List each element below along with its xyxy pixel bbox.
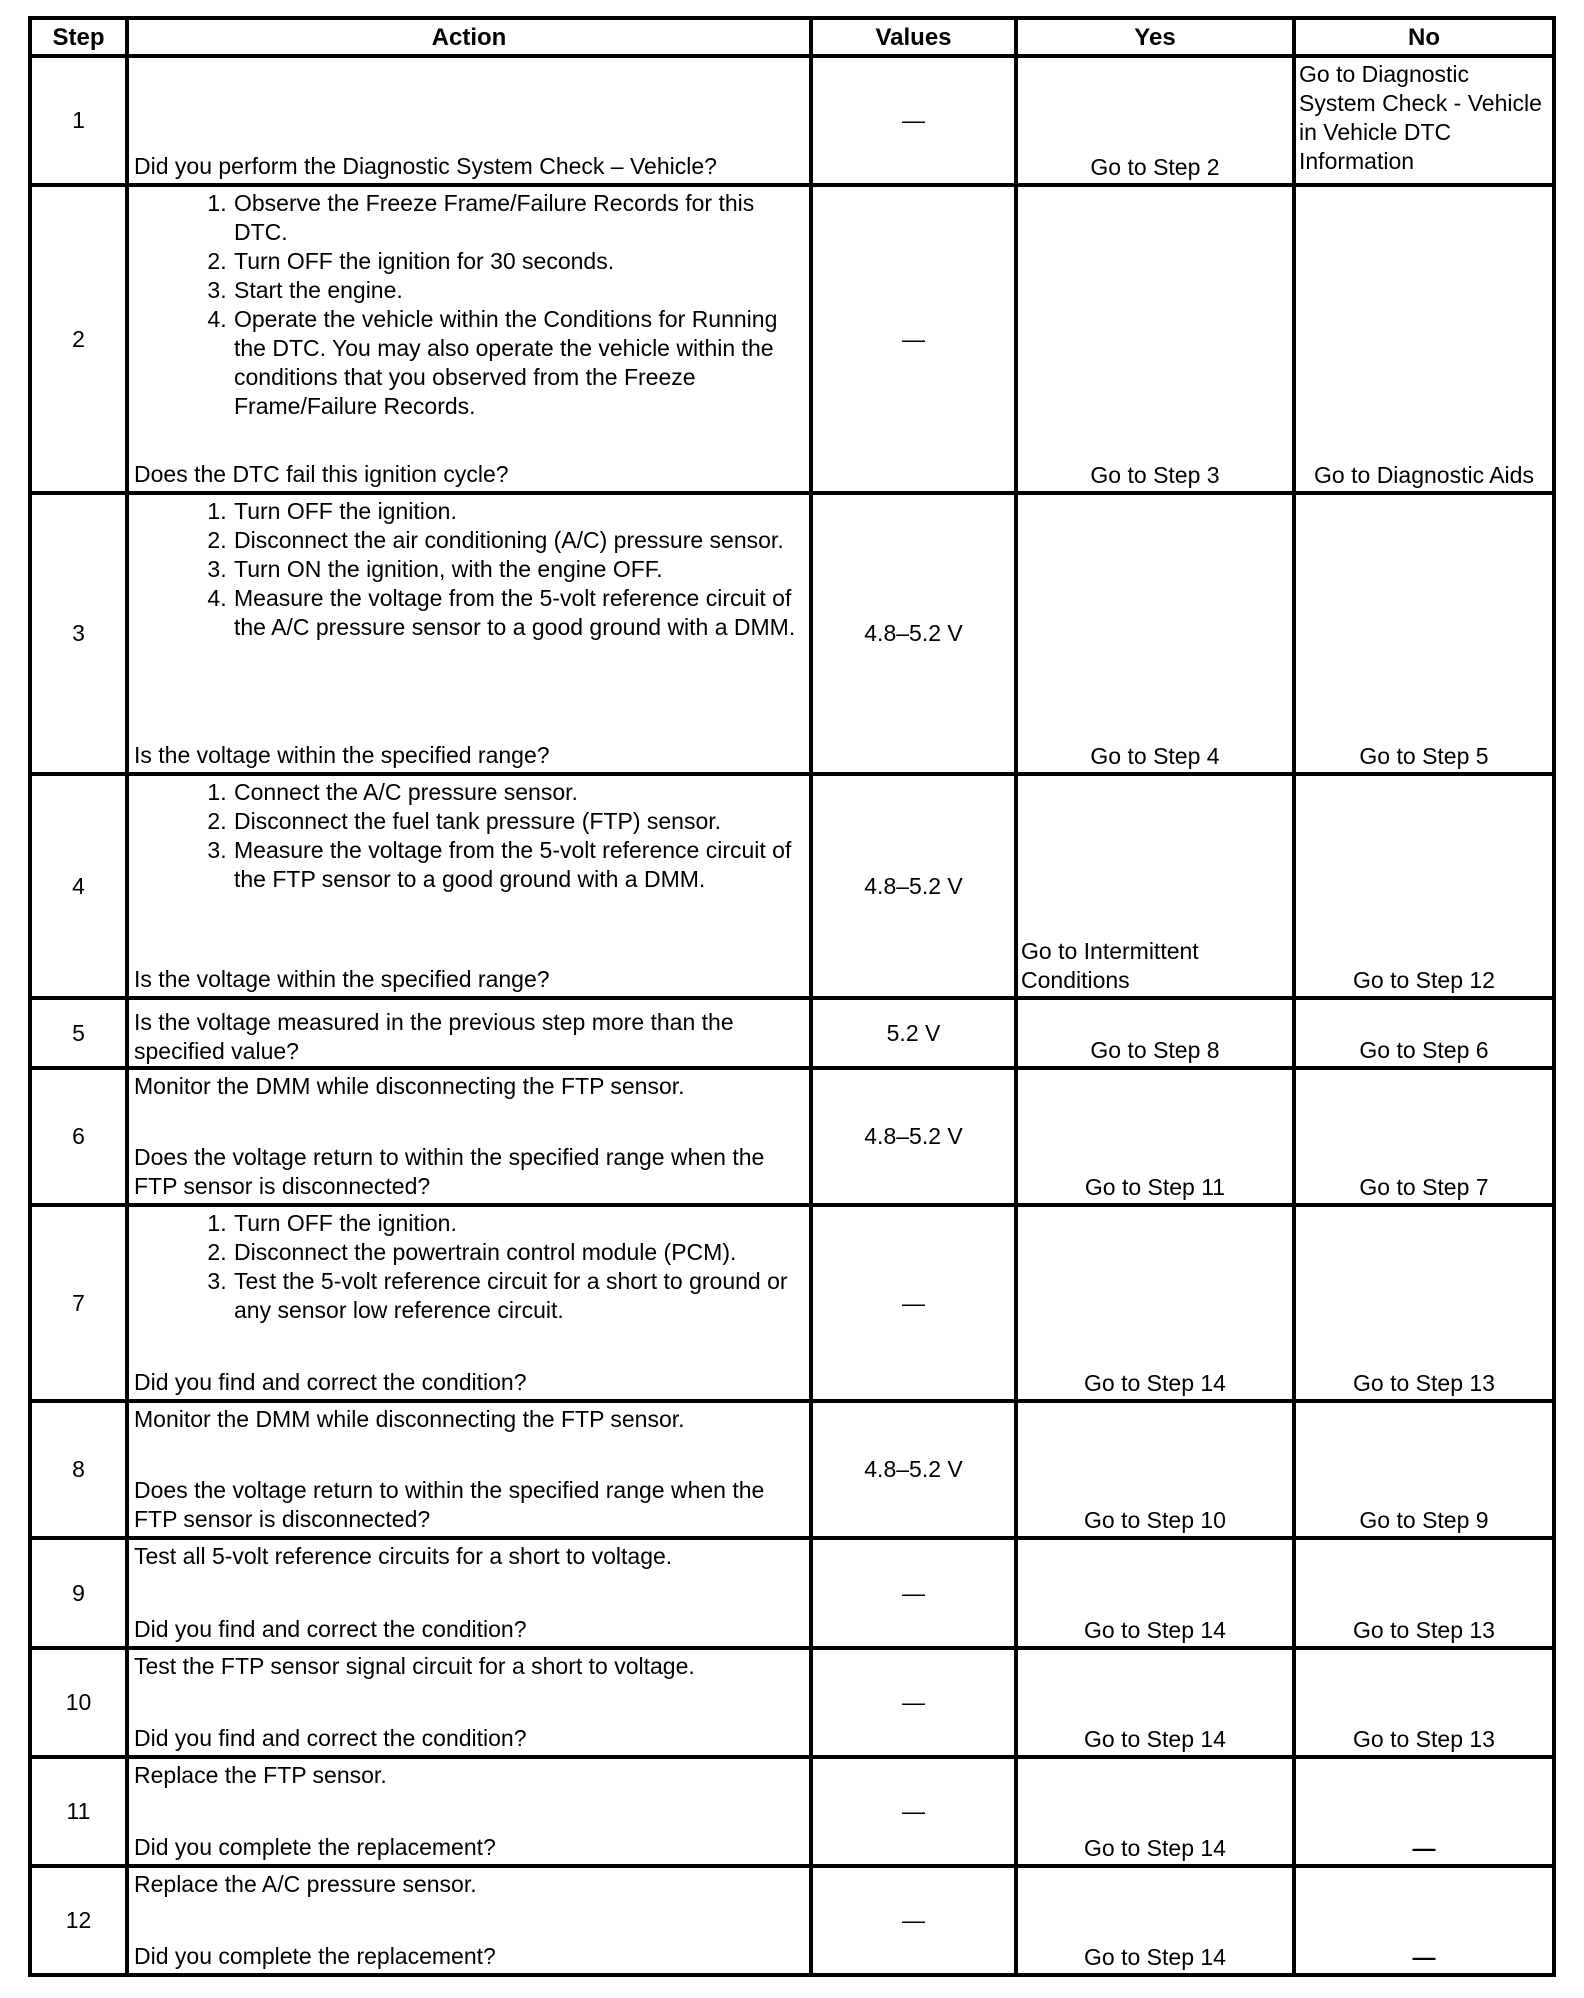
step-number: 3 bbox=[30, 493, 127, 774]
action-cell bbox=[127, 1205, 811, 1401]
value-cell: 4.8–5.2 V bbox=[811, 1401, 1016, 1538]
diagnostic-page bbox=[28, 16, 1556, 1977]
action-question: Did you complete the replacement? bbox=[134, 1834, 496, 1860]
action-content bbox=[134, 1761, 809, 1862]
value-cell: 4.8–5.2 V bbox=[811, 493, 1016, 774]
action-question: Did you perform the Diagnostic System Check – Vehicle? bbox=[134, 153, 717, 179]
value-cell: 4.8–5.2 V bbox=[811, 1068, 1016, 1205]
no-action: Go to Step 7 bbox=[1294, 1068, 1554, 1205]
action-content bbox=[134, 1002, 809, 1064]
action-step-item: 4. Measure the voltage from the 5-volt reference circuit of the A/C pressure sensor to a good ground with a DMM. bbox=[233, 584, 809, 642]
step-number: 2 bbox=[30, 185, 127, 493]
table-row bbox=[30, 1205, 1554, 1401]
header-yes: Yes bbox=[1016, 18, 1294, 56]
no-action: Go to Step 13 bbox=[1294, 1205, 1554, 1401]
action-steps-list bbox=[134, 497, 809, 642]
action-intro: Replace the FTP sensor. bbox=[134, 1762, 387, 1788]
action-instructions bbox=[134, 189, 809, 421]
value-cell: — bbox=[811, 1538, 1016, 1648]
action-content bbox=[134, 1072, 809, 1201]
table-row bbox=[30, 1068, 1554, 1205]
action-instructions bbox=[134, 778, 809, 894]
action-instructions bbox=[134, 1652, 809, 1681]
action-instructions bbox=[134, 1405, 809, 1434]
action-step-item: 3. Start the engine. bbox=[233, 276, 809, 305]
no-action: Go to Step 6 bbox=[1294, 998, 1554, 1068]
step-number: 6 bbox=[30, 1068, 127, 1205]
table-row bbox=[30, 56, 1554, 185]
action-step-item: 2. Turn OFF the ignition for 30 seconds. bbox=[233, 247, 809, 276]
action-content bbox=[134, 1870, 809, 1971]
action-cell bbox=[127, 774, 811, 998]
value-cell: 4.8–5.2 V bbox=[811, 774, 1016, 998]
yes-action: Go to Step 14 bbox=[1016, 1866, 1294, 1975]
table-row bbox=[30, 1538, 1554, 1648]
action-step-item: 4. Operate the vehicle within the Conditions for Running the DTC. You may also operate the vehicle within the conditions that you observed from the Freeze Frame/Failure Records. bbox=[233, 305, 809, 421]
no-action: — bbox=[1294, 1757, 1554, 1866]
action-question: Is the voltage within the specified range? bbox=[134, 966, 550, 992]
action-step-item: 2. Disconnect the air conditioning (A/C) pressure sensor. bbox=[233, 526, 809, 555]
action-cell bbox=[127, 1648, 811, 1757]
no-action: Go to Step 12 bbox=[1294, 774, 1554, 998]
yes-action: Go to Intermittent Conditions bbox=[1016, 774, 1294, 998]
action-question: Does the DTC fail this ignition cycle? bbox=[134, 461, 509, 487]
header-action: Action bbox=[127, 18, 811, 56]
step-number: 7 bbox=[30, 1205, 127, 1401]
action-step-item: 3. Turn ON the ignition, with the engine OFF. bbox=[233, 555, 809, 584]
yes-action: Go to Step 14 bbox=[1016, 1205, 1294, 1401]
action-content bbox=[134, 1209, 809, 1397]
action-step-item: 3. Test the 5-volt reference circuit for a short to ground or any sensor low reference circuit. bbox=[233, 1267, 809, 1325]
action-cell bbox=[127, 1401, 811, 1538]
header-no: No bbox=[1294, 18, 1554, 56]
table-row bbox=[30, 998, 1554, 1068]
action-intro: Test all 5-volt reference circuits for a short to voltage. bbox=[134, 1543, 673, 1569]
action-instructions bbox=[134, 1072, 809, 1101]
action-step-item: 1. Turn OFF the ignition. bbox=[233, 497, 809, 526]
step-number: 8 bbox=[30, 1401, 127, 1538]
yes-action: Go to Step 14 bbox=[1016, 1648, 1294, 1757]
action-instructions bbox=[134, 1870, 809, 1899]
action-cell bbox=[127, 493, 811, 774]
action-instructions bbox=[134, 1542, 809, 1571]
table-row bbox=[30, 1757, 1554, 1866]
yes-action: Go to Step 10 bbox=[1016, 1401, 1294, 1538]
header-step: Step bbox=[30, 18, 127, 56]
no-action: Go to Step 9 bbox=[1294, 1401, 1554, 1538]
action-cell bbox=[127, 185, 811, 493]
step-number: 5 bbox=[30, 998, 127, 1068]
action-step-item: 2. Disconnect the fuel tank pressure (FTP) sensor. bbox=[233, 807, 809, 836]
step-number: 1 bbox=[30, 56, 127, 185]
value-cell: — bbox=[811, 1757, 1016, 1866]
no-action: Go to Step 13 bbox=[1294, 1648, 1554, 1757]
step-number: 4 bbox=[30, 774, 127, 998]
action-step-item: 1. Connect the A/C pressure sensor. bbox=[233, 778, 809, 807]
action-question: Did you complete the replacement? bbox=[134, 1943, 496, 1969]
no-action: Go to Diagnostic System Check - Vehicle in Vehicle DTC Information bbox=[1294, 56, 1554, 185]
action-question: Is the voltage within the specified range? bbox=[134, 742, 550, 768]
no-action: Go to Step 13 bbox=[1294, 1538, 1554, 1648]
action-content bbox=[134, 189, 809, 489]
table-row bbox=[30, 493, 1554, 774]
action-steps-list bbox=[134, 778, 809, 894]
table-row bbox=[30, 1648, 1554, 1757]
action-steps-list bbox=[134, 189, 809, 421]
action-content bbox=[134, 497, 809, 770]
step-number: 11 bbox=[30, 1757, 127, 1866]
no-action: Go to Diagnostic Aids bbox=[1294, 185, 1554, 493]
value-cell: — bbox=[811, 1205, 1016, 1401]
action-cell bbox=[127, 56, 811, 185]
yes-action: Go to Step 3 bbox=[1016, 185, 1294, 493]
diagnostic-table bbox=[28, 16, 1556, 1977]
yes-action: Go to Step 14 bbox=[1016, 1757, 1294, 1866]
table-row bbox=[30, 1866, 1554, 1975]
action-question: Does the voltage return to within the specified range when the FTP sensor is disconnected? bbox=[134, 1477, 765, 1532]
action-step-item: 1. Observe the Freeze Frame/Failure Records for this DTC. bbox=[233, 189, 809, 247]
value-cell: — bbox=[811, 1648, 1016, 1757]
action-content bbox=[134, 1405, 809, 1534]
action-question: Did you find and correct the condition? bbox=[134, 1725, 527, 1751]
action-question: Does the voltage return to within the specified range when the FTP sensor is disconnected? bbox=[134, 1144, 765, 1199]
no-action: Go to Step 5 bbox=[1294, 493, 1554, 774]
action-content bbox=[134, 1542, 809, 1644]
value-cell: — bbox=[811, 1866, 1016, 1975]
step-number: 12 bbox=[30, 1866, 127, 1975]
table-body bbox=[30, 56, 1554, 1975]
step-number: 10 bbox=[30, 1648, 127, 1757]
action-steps-list bbox=[134, 1209, 809, 1325]
step-number: 9 bbox=[30, 1538, 127, 1648]
table-header-row bbox=[30, 18, 1554, 56]
value-cell: 5.2 V bbox=[811, 998, 1016, 1068]
action-intro: Test the FTP sensor signal circuit for a short to voltage. bbox=[134, 1653, 695, 1679]
header-values: Values bbox=[811, 18, 1016, 56]
action-cell bbox=[127, 1757, 811, 1866]
action-cell bbox=[127, 1866, 811, 1975]
table-row bbox=[30, 185, 1554, 493]
action-intro: Replace the A/C pressure sensor. bbox=[134, 1871, 477, 1897]
action-question: Is the voltage measured in the previous step more than the specified value? bbox=[134, 1009, 734, 1064]
action-step-item: 2. Disconnect the powertrain control module (PCM). bbox=[233, 1238, 809, 1267]
action-content bbox=[134, 60, 809, 181]
yes-action: Go to Step 8 bbox=[1016, 998, 1294, 1068]
action-content bbox=[134, 778, 809, 994]
action-cell bbox=[127, 1538, 811, 1648]
no-action: — bbox=[1294, 1866, 1554, 1975]
action-content bbox=[134, 1652, 809, 1753]
action-question: Did you find and correct the condition? bbox=[134, 1616, 527, 1642]
table-row bbox=[30, 1401, 1554, 1538]
action-instructions bbox=[134, 497, 809, 642]
action-step-item: 1. Turn OFF the ignition. bbox=[233, 1209, 809, 1238]
table-row bbox=[30, 774, 1554, 998]
value-cell: — bbox=[811, 185, 1016, 493]
action-intro: Monitor the DMM while disconnecting the FTP sensor. bbox=[134, 1406, 685, 1432]
action-instructions bbox=[134, 1209, 809, 1325]
yes-action: Go to Step 4 bbox=[1016, 493, 1294, 774]
yes-action: Go to Step 14 bbox=[1016, 1538, 1294, 1648]
action-cell bbox=[127, 1068, 811, 1205]
action-cell bbox=[127, 998, 811, 1068]
yes-action: Go to Step 2 bbox=[1016, 56, 1294, 185]
yes-action: Go to Step 11 bbox=[1016, 1068, 1294, 1205]
action-intro: Monitor the DMM while disconnecting the FTP sensor. bbox=[134, 1073, 685, 1099]
action-step-item: 3. Measure the voltage from the 5-volt reference circuit of the FTP sensor to a good ground with a DMM. bbox=[233, 836, 809, 894]
value-cell: — bbox=[811, 56, 1016, 185]
action-question: Did you find and correct the condition? bbox=[134, 1369, 527, 1395]
action-instructions bbox=[134, 1761, 809, 1790]
